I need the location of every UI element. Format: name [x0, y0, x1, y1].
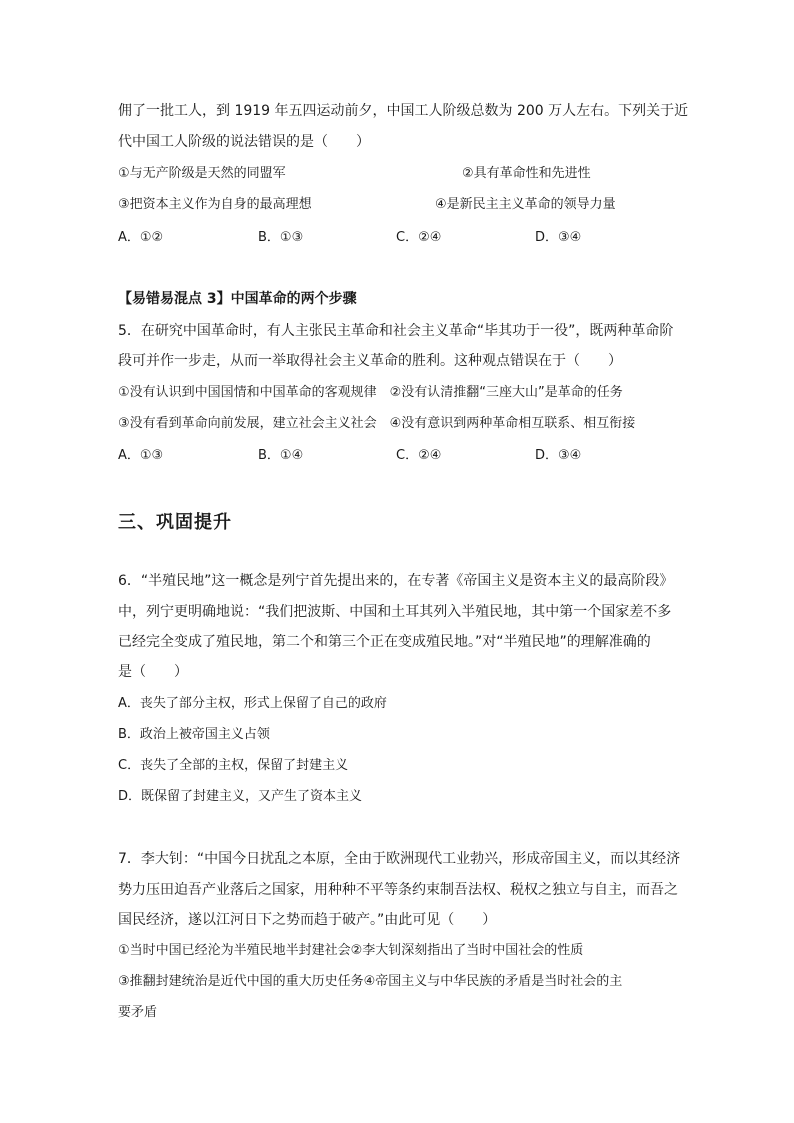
- q4-choice-b: B．①③: [258, 230, 304, 245]
- q5-choice-d: D．③④: [535, 448, 582, 463]
- q7-stem-line: 国民经济，遂以江河日下之势而趋于破产。”由此可见（ ）: [118, 912, 497, 928]
- q4-stem-line: 代中国工人阶级的说法错误的是（ ）: [118, 134, 370, 150]
- q6-stem-line: 已经完全变成了殖民地，第二个和第三个正在变成殖民地。”对“半殖民地”的理解准确的: [118, 634, 651, 650]
- q6-choice-d: D．既保留了封建主义，又产生了资本主义: [118, 789, 363, 804]
- q6-stem-line: 是（ ）: [118, 664, 188, 680]
- q4-option-1: ①与无产阶级是天然的同盟军: [118, 166, 286, 181]
- q7-stem-line: 势力压田迫吾产业落后之国家，用种种不平等条约束制吾法权、税权之独立与自主，而吾之: [118, 882, 678, 898]
- q4-option-4: ④是新民主主义革命的领导力量: [435, 197, 616, 212]
- q6-choice-a: A．丧失了部分主权，形式上保留了自己的政府: [118, 696, 387, 711]
- q4-stem-line: 佣了一批工人，到 1919 年五四运动前夕，中国工人阶级总数为 200 万人左右。下列关于近: [118, 103, 689, 119]
- q7-stem-line: 7．李大钊：“中国今日扰乱之本原，全由于欧洲现代工业勃兴，形成帝国主义，而以其经济: [118, 851, 681, 867]
- q6-choice-c: C．丧失了全部的主权，保留了封建主义: [118, 758, 349, 773]
- q4-choice-c: C．②④: [396, 230, 442, 245]
- q4-choice-d: D．③④: [535, 230, 582, 245]
- mistake-point-heading: 【易错易混点 3】中国革命的两个步骤: [118, 291, 357, 307]
- q6-choice-b: B．政治上被帝国主义占领: [118, 727, 270, 742]
- q4-option-3: ③把资本主义作为自身的最高理想: [118, 197, 312, 212]
- q6-stem-line: 6．“半殖民地”这一概念是列宁首先提出来的，在专著《帝国主义是资本主义的最高阶段》: [118, 573, 674, 589]
- q4-option-2: ②具有革命性和先进性: [462, 166, 591, 181]
- section-title: 三、巩固提升: [118, 512, 232, 533]
- q6-stem-line: 中，列宁更明确地说：“我们把波斯、中国和土耳其列入半殖民地，其中第一个国家差不多: [118, 604, 672, 620]
- q7-options-1-2: ①当时中国已经沦为半殖民地半封建社会②李大钊深刻指出了当时中国社会的性质: [118, 943, 584, 958]
- q7-options-continuation: 要矛盾: [118, 1005, 158, 1020]
- q7-options-3-4: ③推翻封建统治是近代中国的重大历史任务④帝国主义与中华民族的矛盾是当时社会的主: [118, 974, 623, 989]
- q5-stem-line: 5．在研究中国革命时，有人主张民主革命和社会主义革命“毕其功于一役”，既两种革命阶: [118, 323, 674, 339]
- q4-choice-a: A．①②: [118, 230, 164, 245]
- q5-choice-b: B．①④: [258, 448, 304, 463]
- q5-options-1-2: ①没有认识到中国国情和中国革命的客观规律 ②没有认清推翻“三座大山”是革命的任务: [118, 385, 623, 400]
- q5-options-3-4: ③没有看到革命向前发展，建立社会主义社会 ④没有意识到两种革命相互联系、相互衔接: [118, 416, 636, 431]
- q5-choice-c: C．②④: [396, 448, 442, 463]
- q5-stem-line: 段可并作一步走，从而一举取得社会主义革命的胜利。这种观点错误在于（ ）: [118, 353, 622, 369]
- q5-choice-a: A．①③: [118, 448, 164, 463]
